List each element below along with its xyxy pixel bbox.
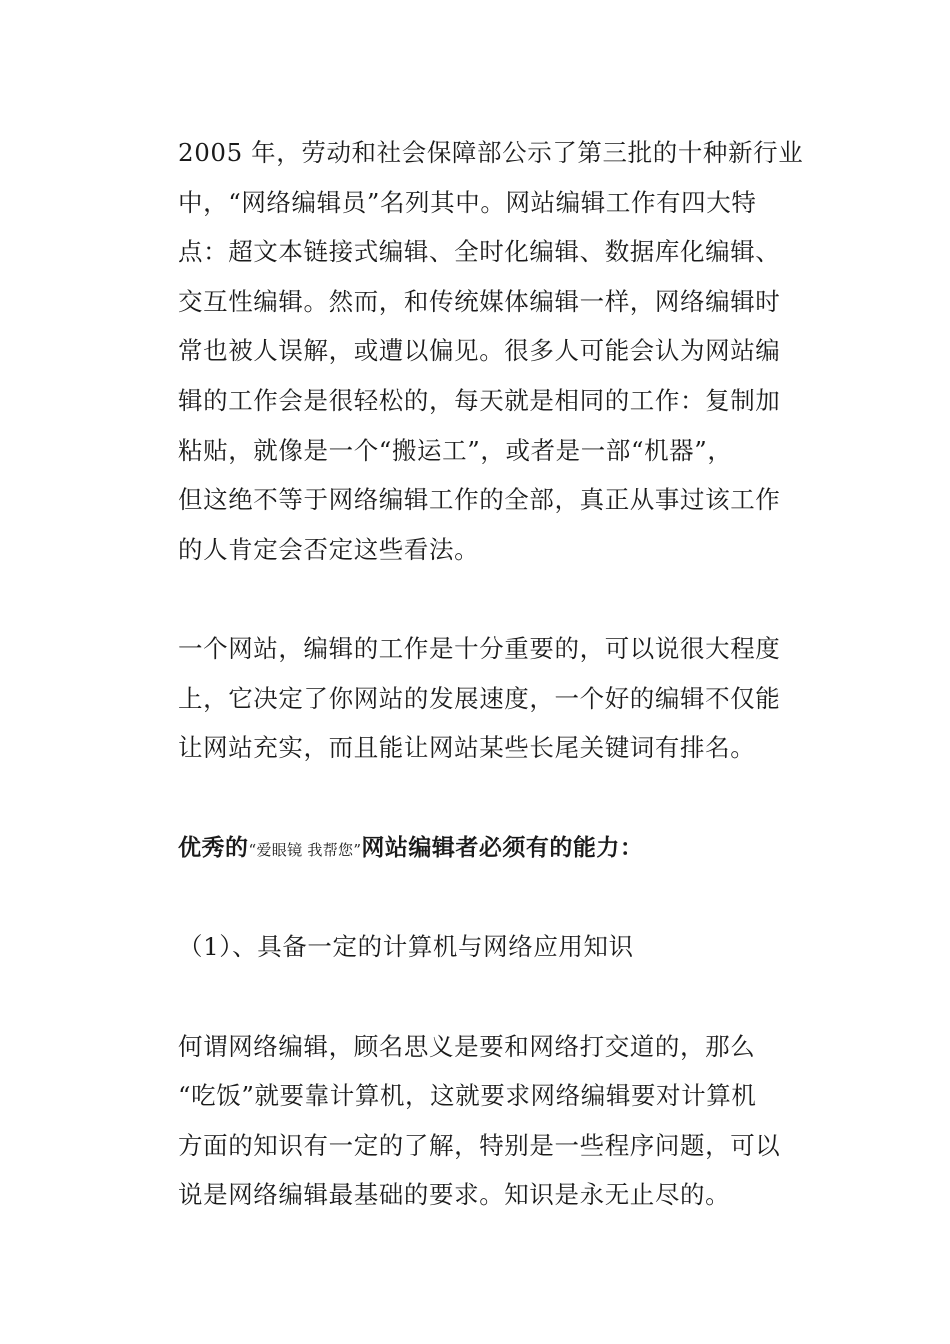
text-line: 2005 年，劳动和社会保障部公示了第三批的十种新行业 [178,138,804,167]
text-line: 辑的工作会是很轻松的，每天就是相同的工作：复制加 [178,386,781,415]
text-line: 但这绝不等于网络编辑工作的全部，真正从事过该工作 [178,485,781,514]
section-heading [178,832,818,866]
heading-suffix: 网站编辑者必须有的能力： [361,835,644,861]
text-line: 说是网络编辑最基础的要求。知识是永无止尽的。 [178,1180,731,1209]
text-line: 方面的知识有一定的了解，特别是一些程序问题，可以 [178,1131,781,1160]
text-line: 一个网站，编辑的工作是十分重要的，可以说很大程度 [178,634,781,663]
text-line: 让网站充实，而且能让网站某些长尾关键词有排名。 [178,733,756,762]
text-line: “吃饭”就要靠计算机，这就要求网络编辑要对计算机 [178,1081,757,1110]
heading-prefix: 优秀的 [178,835,249,861]
text-line: 何谓网络编辑，顾名思义是要和网络打交道的，那么 [178,1032,756,1061]
text-line: 的人肯定会否定这些看法。 [178,535,480,564]
text-line: 常也被人误解，或遭以偏见。很多人可能会认为网站编 [178,336,781,365]
subheading: （1）、具备一定的计算机与网络应用知识 [178,932,634,961]
text-line: 粘贴，就像是一个“搬运工”，或者是一部“机器”， [178,436,733,465]
text-line: 中，“网络编辑员”名列其中。网站编辑工作有四大特 [178,188,757,217]
text-line: 点：超文本链接式编辑、全时化编辑、数据库化编辑、 [178,237,781,266]
text-line: 交互性编辑。然而，和传统媒体编辑一样，网络编辑时 [178,287,781,316]
text-line: 上，它决定了你网站的发展速度，一个好的编辑不仅能 [178,684,781,713]
heading-quote: “爱眼镜 我帮您” [248,841,362,859]
